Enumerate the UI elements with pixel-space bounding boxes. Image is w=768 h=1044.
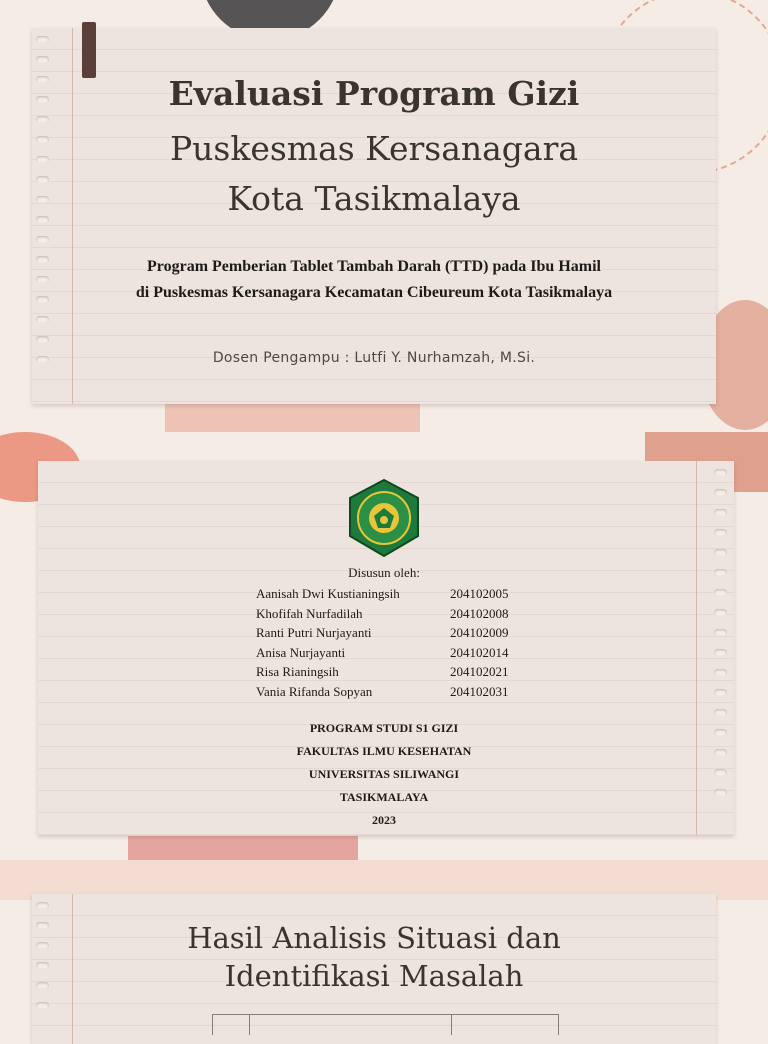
slide-title: Evaluasi Program Gizi (168, 74, 580, 113)
author-row (256, 604, 509, 624)
author-nim: 204102005 (450, 586, 509, 601)
binder-hole (714, 709, 727, 716)
section-title-line2: Identifikasi Masalah (224, 959, 524, 993)
binder-hole (714, 489, 727, 496)
binder-hole (714, 469, 727, 476)
binder-hole (36, 56, 49, 63)
binder-hole (714, 549, 727, 556)
tape-strip (82, 22, 96, 78)
city: TASIKMALAYA (339, 790, 429, 804)
lecturer-name: Dosen Pengampu : Lutfi Y. Nurhamzah, M.Si. (212, 350, 536, 366)
author-name: Ranti Putri Nurjayanti (256, 625, 372, 640)
binder-hole (36, 316, 49, 323)
binder-hole (714, 589, 727, 596)
institution-block (38, 717, 730, 832)
faculty: FAKULTAS ILMU KESEHATAN (296, 744, 472, 758)
analysis-slide (32, 894, 716, 1044)
binder-hole (714, 629, 727, 636)
slide-subtitle-line2: Kota Tasikmalaya (227, 179, 521, 218)
study-program: PROGRAM STUDI S1 GIZI (309, 721, 459, 735)
program-title-line2: di Puskesmas Kersanagara Kecamatan Cibeureum Kota Tasikmalaya (135, 284, 613, 301)
section-title-line1: Hasil Analisis Situasi dan (187, 921, 561, 955)
binder-hole (36, 902, 49, 909)
compiled-by-label: Disusun oleh: (348, 565, 420, 580)
author-nim: 204102009 (450, 625, 509, 640)
author-row (256, 643, 509, 663)
binder-hole (714, 649, 727, 656)
author-row (256, 584, 509, 604)
binder-hole (714, 529, 727, 536)
author-name: Aanisah Dwi Kustianingsih (256, 586, 400, 601)
title-slide (32, 28, 716, 404)
author-row (256, 623, 509, 643)
table-top-edge (212, 1014, 559, 1035)
binder-hole (36, 36, 49, 43)
university-logo-icon (344, 478, 424, 558)
author-name: Anisa Nurjayanti (256, 644, 346, 660)
author-nim: 204102021 (450, 664, 509, 679)
binder-hole (36, 116, 49, 123)
binder-hole (714, 509, 727, 516)
author-nim: 204102008 (450, 605, 509, 621)
binder-hole (36, 236, 49, 243)
author-row (256, 682, 509, 702)
author-name: Khofifah Nurfadilah (256, 605, 363, 621)
binder-hole (714, 689, 727, 696)
slide-subtitle-line1: Puskesmas Kersanagara (169, 129, 579, 168)
author-name: Vania Rifanda Sopyan (256, 683, 373, 699)
program-title-line1: Program Pemberian Tablet Tambah Darah (TTD) pada Ibu Hamil (147, 258, 601, 275)
decor-pink-block (165, 400, 420, 432)
binder-hole (36, 1002, 49, 1009)
binder-hole (714, 609, 727, 616)
university: UNIVERSITAS SILIWANGI (308, 767, 460, 781)
binder-hole (36, 336, 49, 343)
year: 2023 (372, 813, 396, 827)
author-nim: 204102014 (450, 644, 509, 660)
author-nim: 204102031 (450, 683, 509, 699)
author-list (256, 584, 509, 701)
author-row (256, 662, 509, 682)
binder-hole (714, 669, 727, 676)
authors-slide (38, 461, 734, 835)
author-name: Risa Rianingsih (256, 664, 339, 679)
